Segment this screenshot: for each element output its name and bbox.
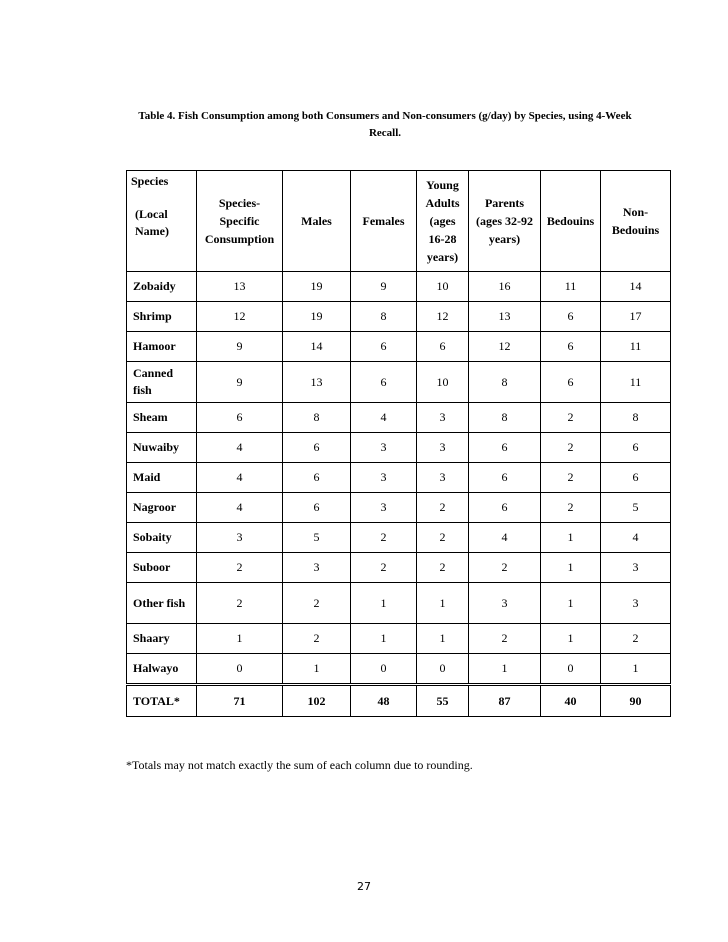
value-cell: 13 bbox=[197, 272, 283, 302]
value-cell: 0 bbox=[197, 654, 283, 685]
value-cell: 1 bbox=[351, 624, 417, 654]
value-cell: 3 bbox=[601, 553, 671, 583]
value-cell: 0 bbox=[351, 654, 417, 685]
header-species-specific: Species-Specific Consumption bbox=[197, 171, 283, 272]
value-cell: 6 bbox=[601, 463, 671, 493]
header-bedouins: Bedouins bbox=[541, 171, 601, 272]
value-cell: 2 bbox=[283, 624, 351, 654]
value-cell: 1 bbox=[541, 523, 601, 553]
value-cell: 10 bbox=[417, 272, 469, 302]
value-cell: 6 bbox=[469, 463, 541, 493]
header-local-name: (Local Name) bbox=[135, 207, 169, 238]
value-cell: 17 bbox=[601, 302, 671, 332]
value-cell: 2 bbox=[283, 583, 351, 624]
table-row bbox=[127, 433, 671, 463]
species-name: Suboor bbox=[127, 553, 197, 583]
value-cell: 12 bbox=[469, 332, 541, 362]
table-row bbox=[127, 553, 671, 583]
value-cell: 14 bbox=[283, 332, 351, 362]
value-cell: 9 bbox=[197, 332, 283, 362]
value-cell: 12 bbox=[417, 302, 469, 332]
fish-consumption-table bbox=[126, 170, 671, 717]
value-cell: 8 bbox=[283, 403, 351, 433]
table-row bbox=[127, 332, 671, 362]
value-cell: 2 bbox=[541, 433, 601, 463]
value-cell: 3 bbox=[351, 433, 417, 463]
value-cell: 6 bbox=[283, 433, 351, 463]
value-cell: 12 bbox=[197, 302, 283, 332]
value-cell: 6 bbox=[469, 493, 541, 523]
table-row bbox=[127, 272, 671, 302]
value-cell: 9 bbox=[351, 272, 417, 302]
header-males: Males bbox=[283, 171, 351, 272]
species-name: Sheam bbox=[127, 403, 197, 433]
header-species-label: Species bbox=[131, 174, 169, 188]
species-name: Hamoor bbox=[127, 332, 197, 362]
header-females: Females bbox=[351, 171, 417, 272]
value-cell: 3 bbox=[417, 403, 469, 433]
value-cell: 5 bbox=[601, 493, 671, 523]
value-cell: 5 bbox=[283, 523, 351, 553]
value-cell: 3 bbox=[417, 463, 469, 493]
table-row bbox=[127, 523, 671, 553]
species-name: Canned fish bbox=[127, 362, 197, 403]
value-cell: 19 bbox=[283, 302, 351, 332]
value-cell: 4 bbox=[351, 403, 417, 433]
value-cell: 1 bbox=[197, 624, 283, 654]
value-cell: 16 bbox=[469, 272, 541, 302]
value-cell: 6 bbox=[283, 493, 351, 523]
value-cell: 6 bbox=[417, 332, 469, 362]
value-cell: 48 bbox=[351, 685, 417, 717]
footnote: *Totals may not match exactly the sum of each column due to rounding. bbox=[126, 758, 473, 772]
value-cell: 2 bbox=[417, 493, 469, 523]
value-cell: 3 bbox=[351, 493, 417, 523]
value-cell: 90 bbox=[601, 685, 671, 717]
table-row bbox=[127, 302, 671, 332]
value-cell: 3 bbox=[351, 463, 417, 493]
value-cell: 6 bbox=[541, 332, 601, 362]
value-cell: 0 bbox=[541, 654, 601, 685]
table-row bbox=[127, 654, 671, 685]
header-young-adults: Young Adults (ages 16-28 years) bbox=[417, 171, 469, 272]
value-cell: 8 bbox=[351, 302, 417, 332]
value-cell: 2 bbox=[469, 624, 541, 654]
value-cell: 1 bbox=[541, 553, 601, 583]
value-cell: 2 bbox=[351, 553, 417, 583]
value-cell: 102 bbox=[283, 685, 351, 717]
value-cell: 4 bbox=[197, 463, 283, 493]
value-cell: 6 bbox=[351, 362, 417, 403]
value-cell: 2 bbox=[197, 553, 283, 583]
species-name: Shrimp bbox=[127, 302, 197, 332]
value-cell: 87 bbox=[469, 685, 541, 717]
value-cell: 1 bbox=[541, 624, 601, 654]
value-cell: 14 bbox=[601, 272, 671, 302]
species-name: Maid bbox=[127, 463, 197, 493]
header-parents: Parents (ages 32-92 years) bbox=[469, 171, 541, 272]
value-cell: 6 bbox=[351, 332, 417, 362]
header-row bbox=[127, 171, 671, 272]
value-cell: 2 bbox=[601, 624, 671, 654]
table-row bbox=[127, 493, 671, 523]
table-caption: Table 4. Fish Consumption among both Consumers and Non-consumers (g/day) by Species, using 4-Week Recall. bbox=[138, 110, 632, 139]
value-cell: 9 bbox=[197, 362, 283, 403]
value-cell: 2 bbox=[197, 583, 283, 624]
species-name: Nuwaiby bbox=[127, 433, 197, 463]
species-name: Halwayo bbox=[127, 654, 197, 685]
value-cell: 3 bbox=[417, 433, 469, 463]
value-cell: 1 bbox=[417, 624, 469, 654]
value-cell: 4 bbox=[197, 433, 283, 463]
species-name: Nagroor bbox=[127, 493, 197, 523]
table-row bbox=[127, 583, 671, 624]
species-name: Zobaidy bbox=[127, 272, 197, 302]
value-cell: 4 bbox=[601, 523, 671, 553]
value-cell: 3 bbox=[283, 553, 351, 583]
value-cell: 2 bbox=[541, 463, 601, 493]
value-cell: 1 bbox=[601, 654, 671, 685]
value-cell: 11 bbox=[601, 362, 671, 403]
value-cell: 1 bbox=[351, 583, 417, 624]
value-cell: 1 bbox=[417, 583, 469, 624]
header-species bbox=[127, 171, 197, 272]
species-name: TOTAL* bbox=[127, 685, 197, 717]
value-cell: 6 bbox=[283, 463, 351, 493]
value-cell: 1 bbox=[469, 654, 541, 685]
value-cell: 2 bbox=[417, 553, 469, 583]
value-cell: 6 bbox=[541, 362, 601, 403]
value-cell: 55 bbox=[417, 685, 469, 717]
value-cell: 71 bbox=[197, 685, 283, 717]
value-cell: 2 bbox=[417, 523, 469, 553]
value-cell: 4 bbox=[469, 523, 541, 553]
value-cell: 4 bbox=[197, 493, 283, 523]
value-cell: 6 bbox=[469, 433, 541, 463]
table-row bbox=[127, 624, 671, 654]
header-non-bedouins: Non-Bedouins bbox=[601, 171, 671, 272]
value-cell: 10 bbox=[417, 362, 469, 403]
value-cell: 8 bbox=[469, 403, 541, 433]
value-cell: 2 bbox=[541, 493, 601, 523]
value-cell: 3 bbox=[197, 523, 283, 553]
table-row bbox=[127, 463, 671, 493]
value-cell: 6 bbox=[541, 302, 601, 332]
value-cell: 3 bbox=[469, 583, 541, 624]
species-name: Shaary bbox=[127, 624, 197, 654]
page-number: 27 bbox=[357, 880, 371, 893]
value-cell: 6 bbox=[601, 433, 671, 463]
value-cell: 8 bbox=[601, 403, 671, 433]
value-cell: 3 bbox=[601, 583, 671, 624]
value-cell: 8 bbox=[469, 362, 541, 403]
value-cell: 11 bbox=[541, 272, 601, 302]
value-cell: 0 bbox=[417, 654, 469, 685]
species-name: Other fish bbox=[127, 583, 197, 624]
table-row bbox=[127, 403, 671, 433]
value-cell: 1 bbox=[283, 654, 351, 685]
value-cell: 1 bbox=[541, 583, 601, 624]
value-cell: 40 bbox=[541, 685, 601, 717]
value-cell: 13 bbox=[469, 302, 541, 332]
value-cell: 11 bbox=[601, 332, 671, 362]
species-name: Sobaity bbox=[127, 523, 197, 553]
value-cell: 2 bbox=[541, 403, 601, 433]
value-cell: 6 bbox=[197, 403, 283, 433]
value-cell: 13 bbox=[283, 362, 351, 403]
value-cell: 2 bbox=[351, 523, 417, 553]
value-cell: 2 bbox=[469, 553, 541, 583]
table-row bbox=[127, 362, 671, 403]
value-cell: 19 bbox=[283, 272, 351, 302]
total-row bbox=[127, 685, 671, 717]
